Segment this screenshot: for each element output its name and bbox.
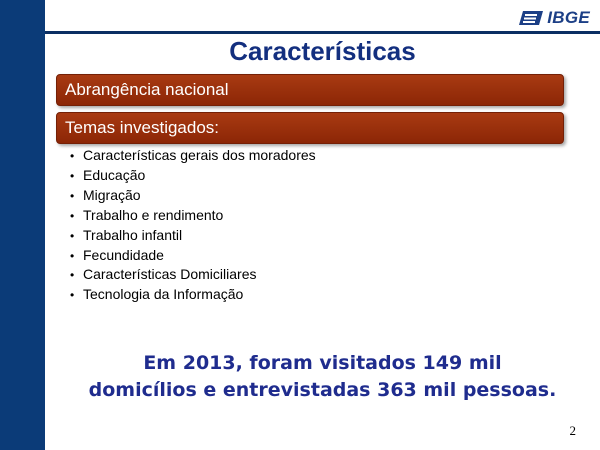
summary-statement bbox=[45, 350, 600, 404]
list-item bbox=[70, 206, 316, 226]
ibge-logo bbox=[519, 8, 590, 28]
left-sidebar-band bbox=[0, 0, 45, 450]
bullet-icon: • bbox=[70, 149, 75, 163]
topic-label: Características Domiciliares bbox=[83, 266, 257, 283]
coverage-banner: Abrangência nacional bbox=[56, 74, 564, 106]
topic-label: Migração bbox=[83, 186, 141, 203]
summary-line-2: domicílios e entrevistadas 363 mil pessoas. bbox=[88, 379, 557, 401]
list-item bbox=[70, 285, 316, 305]
summary-line-1: Em 2013, foram visitados 149 mil bbox=[143, 352, 502, 374]
bullet-icon: • bbox=[70, 168, 75, 183]
topic-label: Trabalho infantil bbox=[83, 226, 183, 243]
topic-label: Trabalho e rendimento bbox=[83, 206, 224, 223]
slide-title: Características bbox=[229, 36, 416, 66]
bullet-icon: • bbox=[70, 228, 75, 243]
list-item bbox=[70, 246, 316, 266]
topic-label: Características gerais dos moradores bbox=[83, 147, 316, 163]
topic-label: Educação bbox=[83, 166, 146, 183]
bullet-icon: • bbox=[70, 188, 75, 203]
topic-list bbox=[70, 146, 316, 305]
topics-banner: Temas investigados: bbox=[56, 112, 564, 144]
ibge-logo-icon bbox=[519, 11, 543, 25]
list-item bbox=[70, 166, 316, 186]
bullet-icon: • bbox=[70, 268, 75, 283]
topic-label: Fecundidade bbox=[83, 246, 164, 263]
page-number: 2 bbox=[569, 423, 576, 438]
list-item bbox=[70, 146, 316, 166]
list-item bbox=[70, 186, 316, 206]
ibge-logo-text: IBGE bbox=[547, 8, 590, 27]
list-item bbox=[70, 265, 316, 285]
bullet-icon: • bbox=[70, 208, 75, 223]
header-rule bbox=[45, 31, 600, 34]
bullet-icon: • bbox=[70, 248, 75, 263]
topic-label: Tecnologia da Informação bbox=[83, 286, 244, 303]
bullet-icon: • bbox=[70, 288, 75, 303]
list-item bbox=[70, 226, 316, 246]
